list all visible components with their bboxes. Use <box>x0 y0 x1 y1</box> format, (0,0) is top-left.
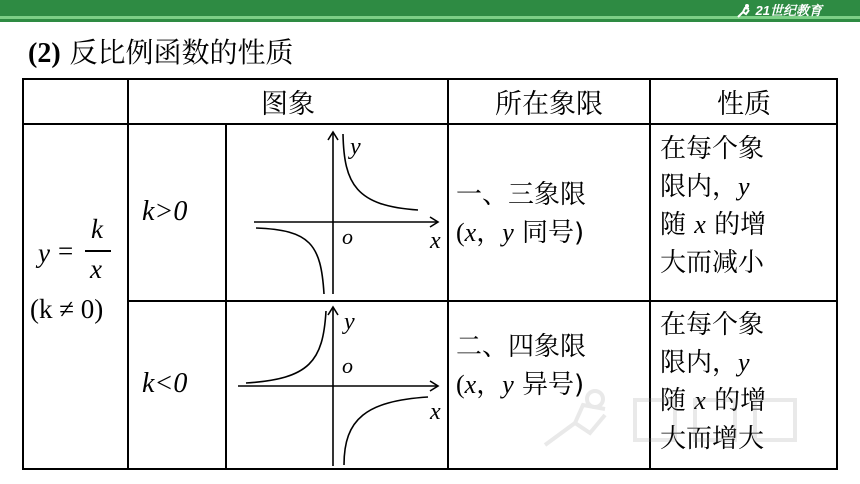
var-x: x <box>694 210 706 239</box>
property-text: 限内， <box>660 172 739 202</box>
property-text: 的增 <box>705 210 767 240</box>
property-line: 大而增大 <box>660 424 765 454</box>
quadrant-positive-line1: 一、三象限 <box>456 180 587 210</box>
var-y: y <box>738 348 750 377</box>
property-text: 随 <box>660 210 687 240</box>
section-heading: 反比例函数的性质 <box>60 36 294 69</box>
sign-note: 同号) <box>513 218 585 248</box>
header-quadrant: 所在象限 <box>495 88 603 120</box>
logo-text: 21世纪教育 <box>755 3 822 18</box>
sign-note: 异号) <box>513 370 585 400</box>
property-line <box>660 344 766 382</box>
property-text: 的增 <box>705 386 767 416</box>
property-line <box>660 168 766 206</box>
graph2-x-label: x <box>430 399 441 425</box>
var-x: x <box>464 218 477 247</box>
property-text: 随 <box>660 386 687 416</box>
quadrant-negative-line1: 二、四象限 <box>456 332 587 362</box>
brand-logo <box>735 2 822 20</box>
quadrant-positive <box>456 176 586 252</box>
section-title <box>28 36 294 71</box>
graph1-x-label: x <box>430 228 441 254</box>
top-banner <box>0 0 860 22</box>
graph1-origin-label: o <box>342 224 353 249</box>
graph2-origin-label: o <box>342 353 353 378</box>
var-x: x <box>464 370 477 399</box>
banner-stripe <box>0 16 860 19</box>
var-x: x <box>694 386 706 415</box>
section-number: (2) <box>28 38 61 69</box>
property-line <box>660 206 766 244</box>
paren: ( <box>456 370 465 399</box>
k-condition-negative: k<0 <box>142 368 188 399</box>
graph-positive-k <box>226 124 448 301</box>
paren: ( <box>456 218 465 247</box>
formula-condition: (k ≠ 0) <box>30 294 104 324</box>
header-property: 性质 <box>717 88 771 120</box>
property-positive <box>660 130 766 282</box>
graph1-y-label: y <box>350 134 361 160</box>
var-y: y <box>738 172 750 201</box>
formula-eq: = <box>58 236 74 266</box>
formula-denominator: x <box>90 254 102 284</box>
k-condition-positive: k>0 <box>142 196 188 227</box>
separator: ， <box>476 370 503 400</box>
formula-lhs: y <box>38 238 50 268</box>
quadrant-positive-line2 <box>456 214 586 252</box>
property-text: 限内， <box>660 348 739 378</box>
graph-negative-k <box>226 301 448 470</box>
watermark-logo <box>535 385 825 455</box>
fraction-bar <box>85 250 111 252</box>
property-line: 在每个象 <box>660 310 765 340</box>
graph2-y-label: y <box>344 309 355 335</box>
separator: ， <box>476 218 503 248</box>
header-image: 图象 <box>261 88 315 120</box>
var-y: y <box>502 370 514 399</box>
property-line: 在每个象 <box>660 134 765 164</box>
var-y: y <box>502 218 514 247</box>
formula-numerator: k <box>91 214 103 244</box>
property-line: 大而减小 <box>660 248 765 278</box>
runner-icon <box>735 3 753 19</box>
